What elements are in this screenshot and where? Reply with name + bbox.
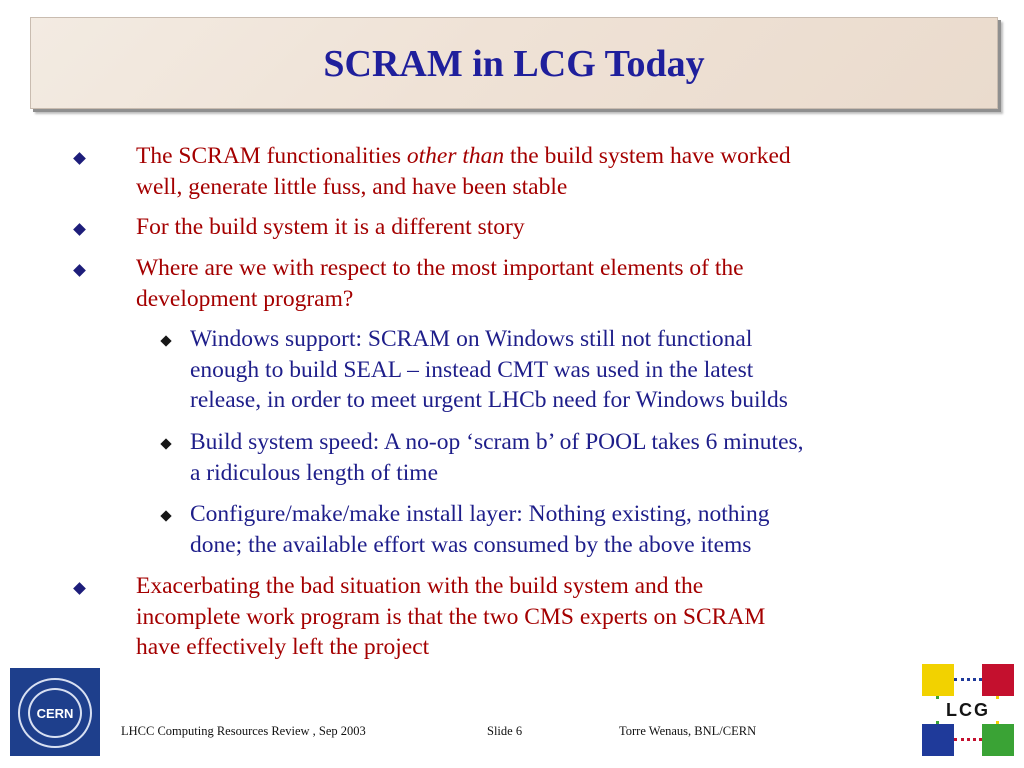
sub-bullet-diamond-icon bbox=[160, 510, 171, 521]
sub-bullet-line: a ridiculous length of time bbox=[190, 459, 439, 486]
bullet-diamond-icon bbox=[73, 582, 86, 595]
sub-bullet-line: Windows support: SCRAM on Windows still not functional bbox=[190, 326, 753, 352]
lcg-yellow-block bbox=[922, 664, 954, 696]
bullet-line bbox=[136, 141, 791, 172]
slide-title: SCRAM in LCG Today bbox=[323, 43, 705, 85]
bullet-item bbox=[136, 141, 791, 202]
bullet-diamond-icon bbox=[73, 264, 86, 277]
bullet-line: have effectively left the project bbox=[136, 634, 430, 660]
text-fragment: the build system have worked bbox=[504, 143, 791, 169]
footer-left: LHCC Computing Resources Review , Sep 2003 bbox=[121, 724, 366, 738]
sub-bullet-line: release, in order to meet urgent LHCb need for Windows builds bbox=[190, 387, 788, 413]
lcg-logo-text: LCG bbox=[935, 700, 1001, 720]
italic-emphasis: other than bbox=[406, 143, 505, 169]
lcg-red-block bbox=[982, 664, 1014, 696]
text-fragment: The SCRAM functionalities bbox=[136, 143, 407, 169]
footer-slide-number: Slide 6 bbox=[487, 724, 523, 738]
bullet-line: development program? bbox=[136, 285, 354, 312]
sub-bullet-line: Configure/make/make install layer: Nothing existing, nothing bbox=[190, 501, 770, 527]
bullet-line: Exacerbating the bad situation with the build system and the bbox=[136, 573, 704, 599]
cern-logo-text: CERN bbox=[36, 706, 74, 721]
bullet-line: Where are we with respect to the most important elements of the bbox=[136, 255, 744, 281]
bullet-line: well, generate little fuss, and have been stable bbox=[136, 173, 568, 200]
cern-logo bbox=[10, 668, 100, 756]
lcg-dotted-connector bbox=[954, 738, 982, 745]
sub-bullet-line: Build system speed: A no-op ‘scram b’ of POOL takes 6 minutes, bbox=[190, 429, 804, 455]
sub-bullet-item bbox=[190, 499, 770, 560]
bullet-item bbox=[136, 253, 744, 314]
lcg-blue-block bbox=[922, 724, 954, 756]
bullet-line: For the build system it is a different story bbox=[136, 214, 525, 240]
bullet-line: incomplete work program is that the two CMS experts on SCRAM bbox=[136, 603, 766, 630]
bullet-item bbox=[136, 571, 765, 663]
bullet-diamond-icon bbox=[73, 223, 86, 236]
lcg-logo bbox=[922, 664, 1014, 756]
sub-bullet-line: enough to build SEAL – instead CMT was used in the latest bbox=[190, 356, 754, 383]
footer-author: Torre Wenaus, BNL/CERN bbox=[619, 724, 757, 738]
lcg-dotted-connector bbox=[954, 678, 982, 685]
sub-bullet-diamond-icon bbox=[160, 335, 171, 346]
sub-bullet-line: done; the available effort was consumed by the above items bbox=[190, 531, 752, 558]
lcg-green-block bbox=[982, 724, 1014, 756]
bullet-item bbox=[136, 212, 525, 243]
bullet-diamond-icon bbox=[73, 152, 86, 165]
sub-bullet-item bbox=[190, 427, 804, 488]
sub-bullet-item bbox=[190, 324, 788, 416]
sub-bullet-diamond-icon bbox=[160, 438, 171, 449]
